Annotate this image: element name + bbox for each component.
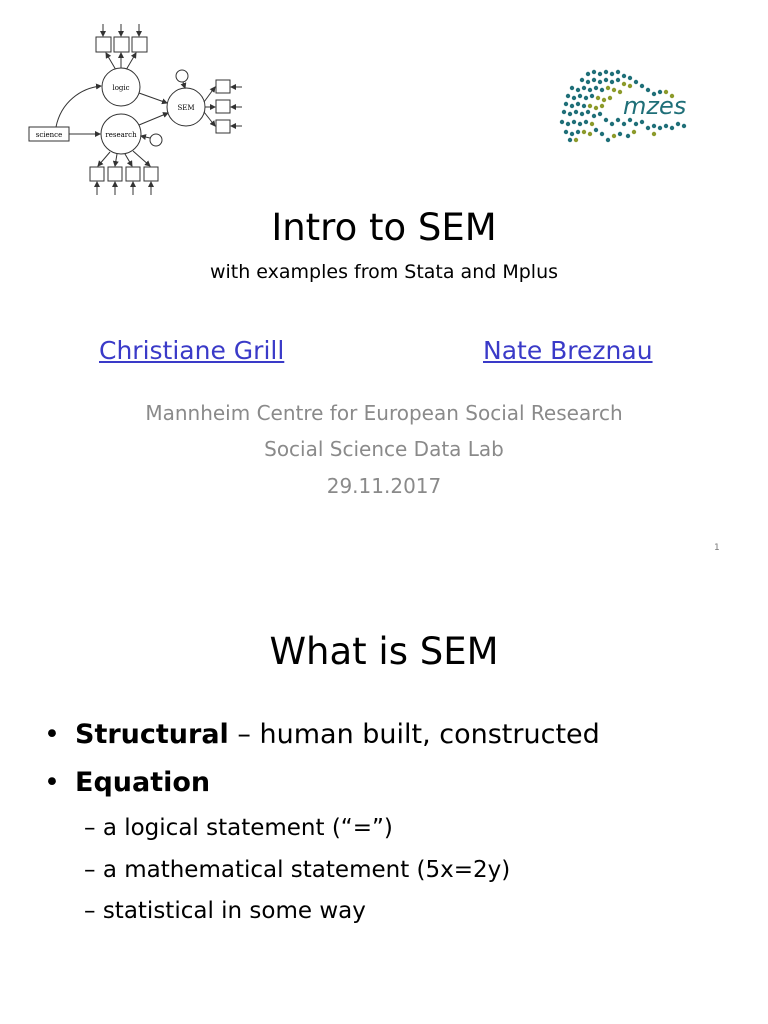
slide-subtitle: with examples from Stata and Mplus: [209, 261, 559, 283]
author-link-nate-breznau[interactable]: Nate Breznau: [483, 336, 653, 365]
bullet-term: Equation: [75, 767, 211, 798]
slide-title: Intro to SEM: [271, 206, 497, 249]
subitem-text: a logical statement (“=”): [102, 815, 393, 841]
logo-text: mzes: [623, 92, 687, 120]
lab-name: Social Science Data Lab: [264, 437, 504, 461]
dash-marker: –: [84, 857, 96, 883]
dash-marker: –: [84, 898, 96, 924]
logic-label: logic: [112, 84, 130, 92]
bullet-marker: •: [44, 719, 60, 750]
author-link-christiane-grill[interactable]: Christiane Grill: [99, 336, 285, 365]
subitem-logical: [84, 815, 393, 841]
sem-path-diagram: [26, 22, 250, 200]
subitem-text: statistical in some way: [102, 898, 366, 924]
subitem-text: a mathematical statement (5x=2y): [102, 857, 511, 883]
logic-indicators: [96, 24, 147, 70]
bullet-term: Structural: [75, 719, 229, 750]
science-label: science: [35, 131, 63, 139]
subitem-mathematical: [84, 857, 510, 883]
page-number: 1: [714, 543, 720, 553]
sem-label: SEM: [177, 104, 195, 112]
bullet-marker: •: [44, 767, 60, 798]
bullet-structural: [44, 719, 600, 750]
subitem-statistical: [84, 898, 366, 924]
research-label: research: [105, 131, 137, 139]
presentation-date: 29.11.2017: [326, 474, 442, 498]
mzes-logo: [558, 64, 698, 146]
bullet-equation: [44, 767, 210, 798]
dash-marker: –: [84, 815, 96, 841]
bullet-definition: – human built, constructed: [228, 719, 600, 750]
slide-title-what-is-sem: What is SEM: [269, 630, 499, 673]
institution-name: Mannheim Centre for European Social Research: [145, 401, 623, 425]
